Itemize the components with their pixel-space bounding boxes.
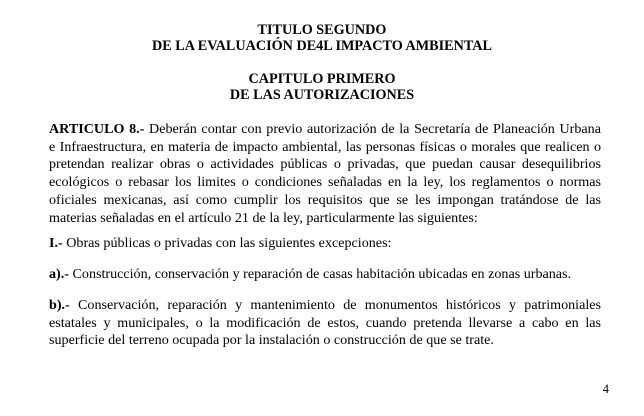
article-line — [49, 121, 601, 139]
item-line — [49, 297, 601, 315]
article-line: e Infraestructura, en materia de impacto ambiental, las personas físicas o morales que realicen o — [49, 138, 601, 155]
item-a-paragraph — [49, 266, 601, 284]
item-a-text: Construcción, conservación y reparación de casas habitación ubicadas en zonas urbanas. — [68, 266, 572, 282]
title-heading — [0, 23, 644, 54]
chapter-line-2: DE LAS AUTORIZACIONES — [229, 86, 415, 103]
article-line: oficiales mexicanas, así como cumplir los requisitos que se les impongan tratándose de las — [49, 191, 601, 208]
item-b-paragraph — [49, 297, 601, 350]
item-i-text: Obras públicas o privadas con las siguientes excepciones: — [62, 235, 392, 251]
item-line: superficie del terreno ocupada por la instalación o construcción de que se trate. — [49, 332, 494, 349]
item-line: estatales y municipales, o la modificación de estos, cuando pretenda llevarse a cabo en las — [49, 314, 601, 331]
article-line: pretendan realizar obras o actividades públicas o privadas, que puedan causar desequilibrios — [49, 156, 601, 173]
article-line: materias señaladas en el artículo 21 de la ley, particularmente las siguientes: — [49, 209, 478, 226]
title-line-1: TITULO SEGUNDO — [257, 22, 387, 38]
page-number: 4 — [602, 382, 609, 396]
article-label: ARTICULO 8.- — [49, 121, 145, 137]
article-line: ecológicos o rebasar los limites o condiciones señaladas en la ley, los reglamentos o normas — [49, 174, 601, 191]
item-b-label: b).- — [49, 297, 70, 313]
article-text: Deberán contar con previo autorización de la Secretaría de Planeación Urbana — [144, 121, 601, 137]
item-b-text: Conservación, reparación y mantenimiento de monumentos históricos y patrimoniales — [69, 297, 601, 313]
item-line — [49, 266, 601, 284]
title-line-2: DE LA EVALUACIÓN DE4L IMPACTO AMBIENTAL — [152, 37, 492, 54]
item-i-label: I.- — [49, 235, 63, 251]
chapter-line-1: CAPITULO PRIMERO — [248, 71, 396, 87]
item-i-paragraph — [49, 235, 601, 253]
chapter-heading — [0, 72, 644, 103]
item-a-label: a).- — [49, 266, 69, 282]
item-line — [49, 235, 601, 253]
article-8-paragraph — [49, 121, 601, 227]
